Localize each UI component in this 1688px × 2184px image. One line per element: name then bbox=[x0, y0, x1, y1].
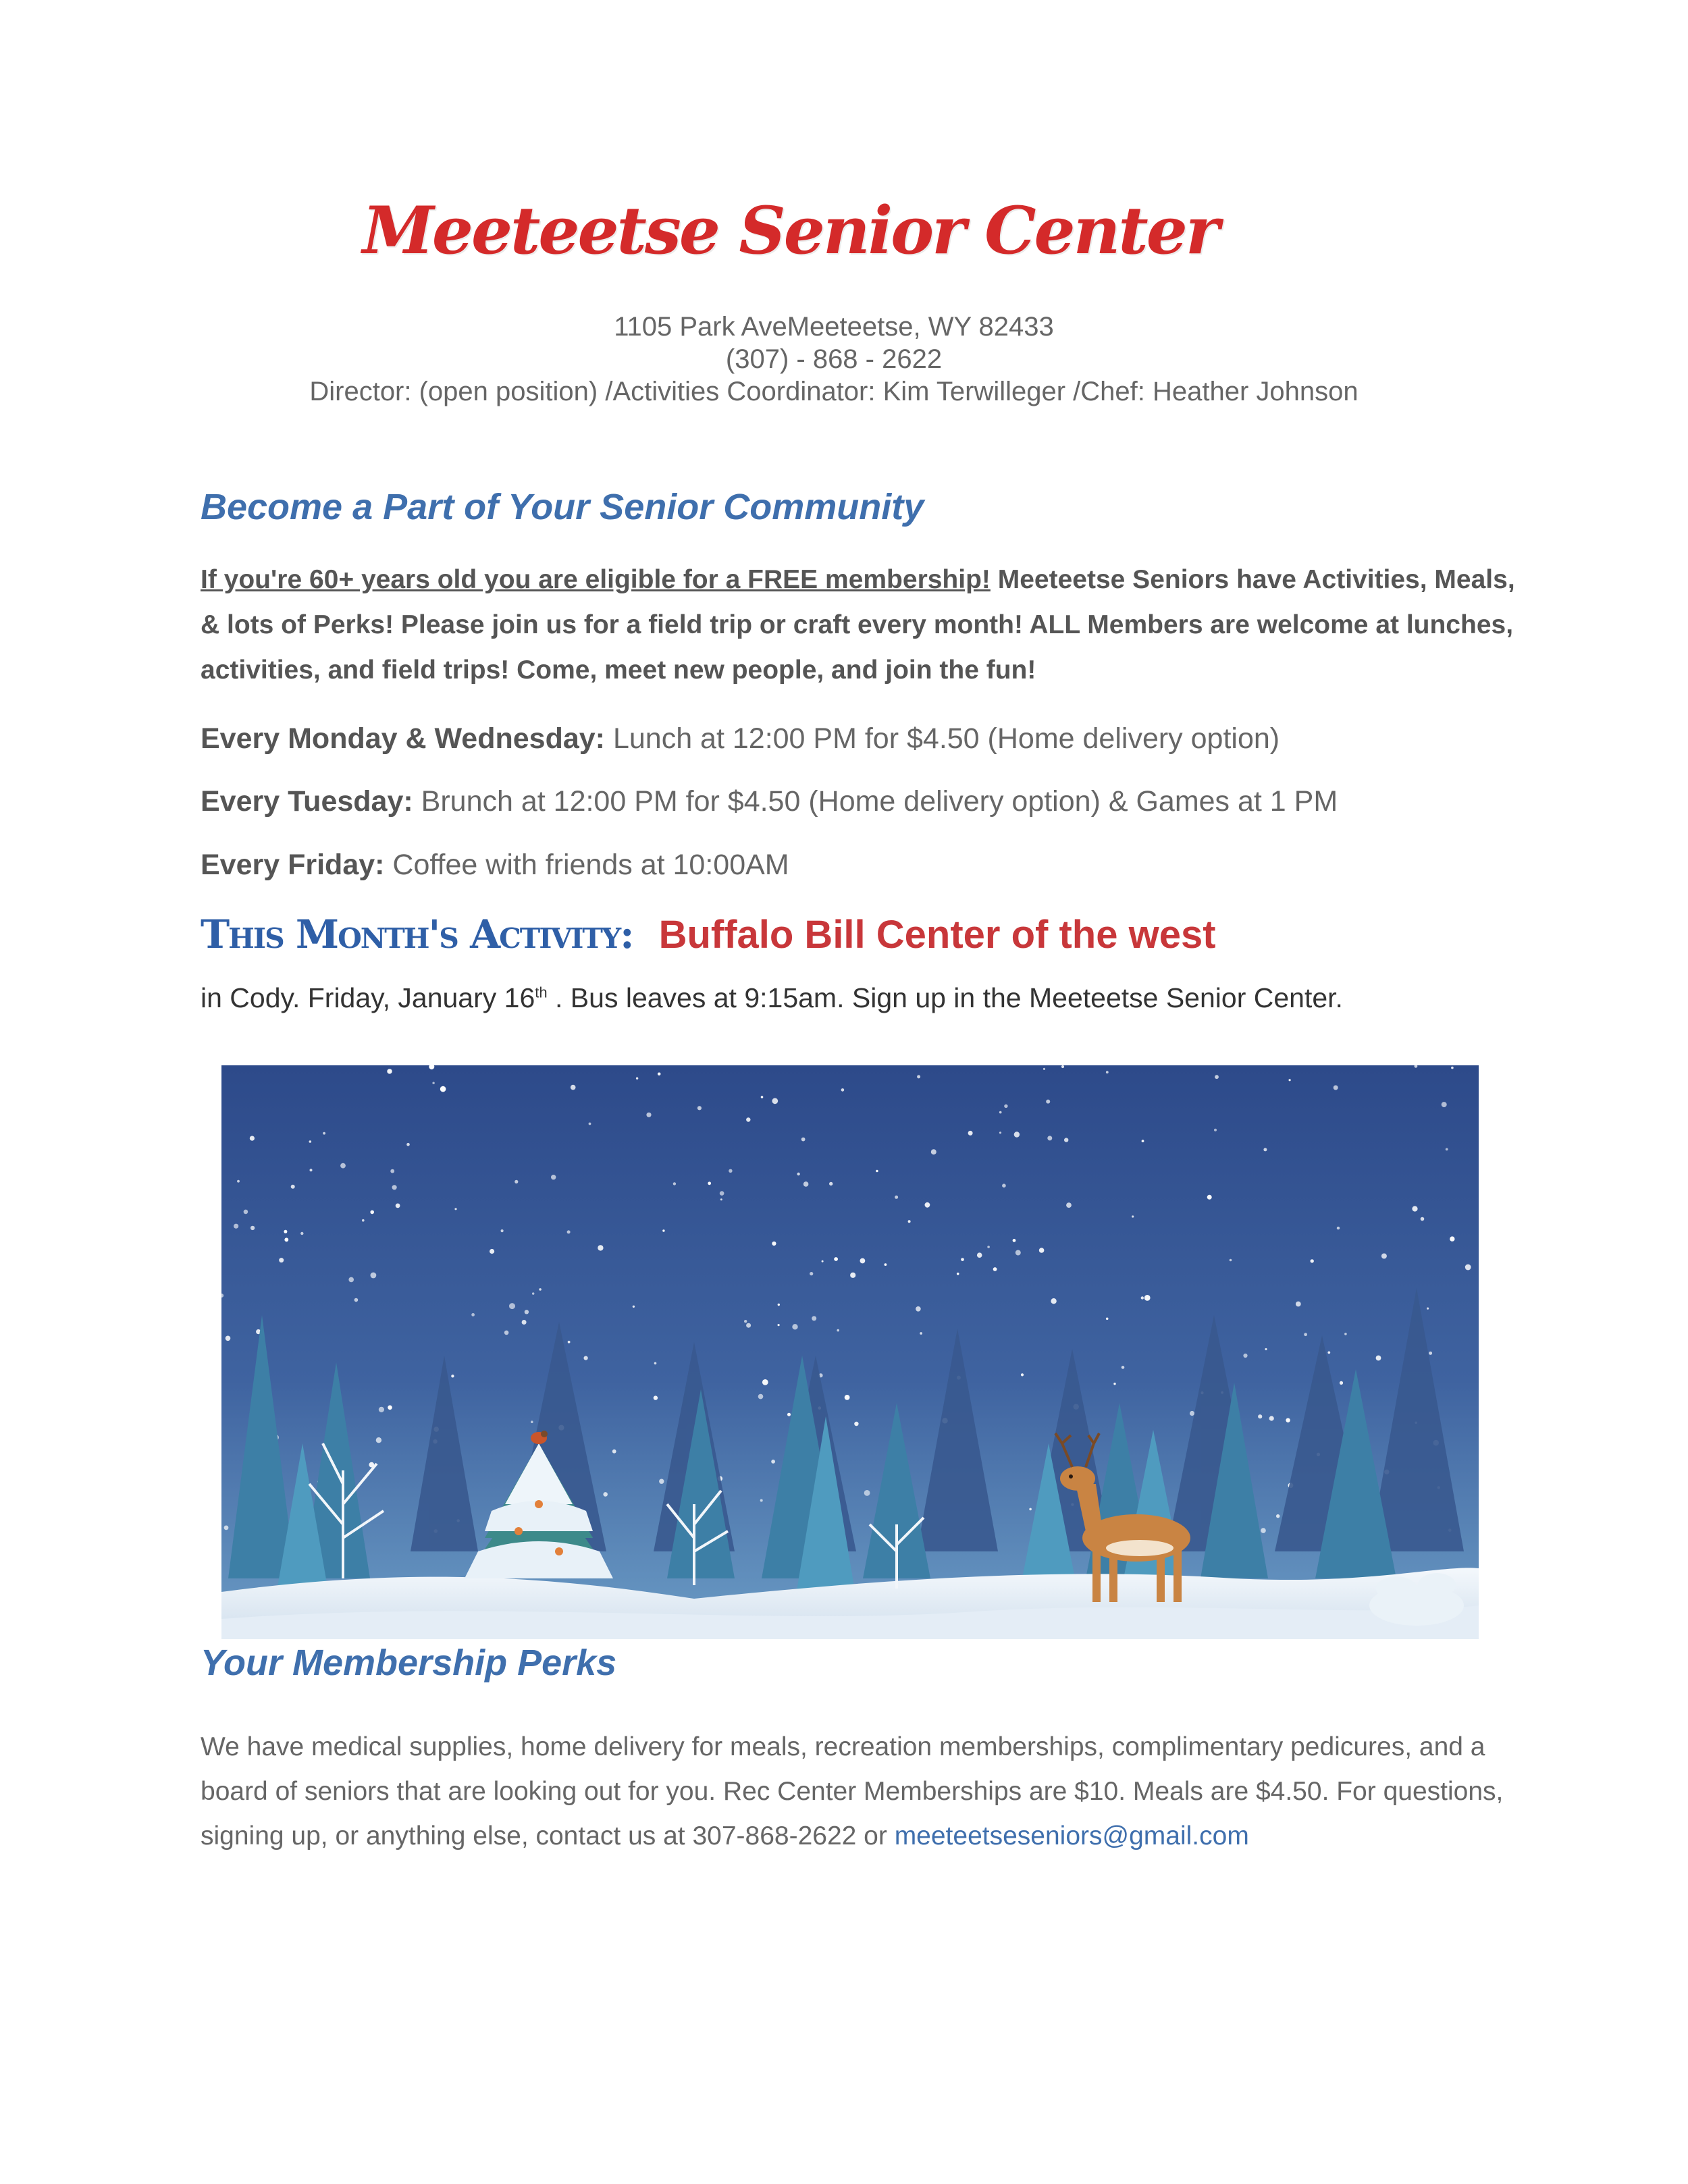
snowflake bbox=[801, 1138, 806, 1142]
snowflake bbox=[1061, 1065, 1064, 1068]
snowflake bbox=[362, 1219, 365, 1222]
snowflake bbox=[908, 1220, 911, 1223]
snowflake bbox=[1265, 1348, 1267, 1350]
snowflake bbox=[1263, 1148, 1267, 1151]
snowflake bbox=[568, 1341, 571, 1343]
snowflake bbox=[340, 1163, 346, 1169]
schedule-item bbox=[201, 849, 789, 882]
snowflake bbox=[771, 1460, 775, 1464]
snowflake bbox=[250, 1226, 255, 1230]
snowflake bbox=[662, 1229, 664, 1231]
snowflake bbox=[925, 1202, 930, 1208]
snowflake bbox=[244, 1210, 248, 1215]
snowflake bbox=[920, 1332, 922, 1335]
snowflake bbox=[1304, 1333, 1307, 1336]
snowflake bbox=[957, 1273, 959, 1275]
snowflake bbox=[571, 1085, 576, 1090]
perks-heading: Your Membership Perks bbox=[201, 1643, 617, 1683]
snowflake bbox=[792, 1324, 797, 1329]
snowflake bbox=[760, 1499, 763, 1502]
snowflake bbox=[309, 1140, 312, 1143]
snowflake bbox=[633, 1306, 635, 1308]
schedule-text: Lunch at 12:00 PM for $4.50 (Home delivery option) bbox=[605, 722, 1280, 755]
snowflake bbox=[854, 1422, 858, 1426]
snowflake bbox=[440, 1086, 446, 1092]
snowflake bbox=[1451, 1067, 1454, 1069]
snowflake bbox=[876, 1170, 878, 1173]
snowflake bbox=[525, 1310, 529, 1314]
snowflake bbox=[300, 1232, 303, 1235]
snowflake bbox=[1465, 1264, 1471, 1271]
snowflake bbox=[279, 1258, 284, 1262]
snowflake bbox=[1215, 1075, 1219, 1079]
snowflake bbox=[864, 1490, 870, 1496]
activity-row bbox=[201, 911, 1216, 957]
snowflake bbox=[1106, 1318, 1109, 1321]
snowflake bbox=[584, 1356, 588, 1360]
snowflake bbox=[895, 1196, 898, 1199]
page-title: Meeteetse Senior Center bbox=[362, 192, 1218, 269]
snowflake bbox=[845, 1395, 850, 1400]
snowflake bbox=[501, 1229, 504, 1232]
snowflake bbox=[787, 1413, 791, 1416]
snowflake bbox=[987, 1246, 990, 1248]
snowflake bbox=[729, 1169, 732, 1173]
snowflake bbox=[1144, 1295, 1151, 1301]
address: 1105 Park AveMeeteetse, WY 82433 bbox=[614, 312, 1054, 342]
snowflake bbox=[1214, 1129, 1217, 1131]
snowflake bbox=[567, 1230, 571, 1233]
snowflake bbox=[1066, 1202, 1072, 1208]
staff-line: Director: (open position) /Activities Coordinator: Kim Terwilleger /Chef: Heather Johnson bbox=[309, 377, 1359, 406]
snowflake bbox=[810, 1272, 813, 1275]
snowflake bbox=[917, 1075, 920, 1078]
snowflake bbox=[658, 1073, 661, 1076]
snowflake bbox=[1289, 1079, 1291, 1081]
snowflake bbox=[226, 1336, 231, 1341]
snowflake bbox=[1064, 1138, 1068, 1142]
snowflake bbox=[1207, 1195, 1212, 1200]
schedule-text: Coffee with friends at 10:00AM bbox=[384, 849, 789, 881]
snowflake bbox=[778, 1304, 780, 1306]
snowflake bbox=[250, 1136, 255, 1141]
snowflake bbox=[612, 1449, 616, 1454]
snowflake bbox=[1013, 1239, 1016, 1242]
snowflake bbox=[646, 1113, 651, 1117]
snowflake bbox=[654, 1362, 657, 1365]
snowflake bbox=[224, 1526, 229, 1530]
snowflake bbox=[758, 1394, 764, 1400]
snowflake bbox=[531, 1420, 533, 1423]
snowflake bbox=[1142, 1140, 1144, 1142]
schedule-day: Every Tuesday: bbox=[201, 785, 413, 818]
snowflake bbox=[1421, 1217, 1425, 1221]
snowflake bbox=[744, 1320, 747, 1323]
snowflake bbox=[1296, 1302, 1301, 1307]
snowflake bbox=[1337, 1227, 1340, 1229]
snowflake bbox=[1261, 1528, 1266, 1533]
snowflake bbox=[1376, 1356, 1381, 1361]
snowflake bbox=[1113, 1383, 1115, 1385]
snowflake bbox=[654, 1395, 658, 1400]
snowflake bbox=[1450, 1236, 1454, 1241]
snowflake bbox=[1344, 1333, 1347, 1335]
snowflake bbox=[284, 1230, 287, 1233]
snowflake bbox=[310, 1169, 313, 1171]
email-link[interactable]: meeteetseseniors@gmail.com bbox=[894, 1821, 1249, 1850]
schedule-item bbox=[201, 785, 1338, 818]
snowflake bbox=[1334, 1086, 1338, 1090]
snowflake bbox=[746, 1323, 751, 1328]
snowflake bbox=[598, 1245, 603, 1250]
snowflake bbox=[379, 1407, 384, 1412]
snowflake bbox=[1122, 1366, 1125, 1369]
snowflake bbox=[1269, 1416, 1274, 1420]
snowflake bbox=[1286, 1418, 1290, 1422]
snowflake bbox=[1046, 1100, 1050, 1104]
perks-body bbox=[201, 1725, 1537, 1859]
snowflake bbox=[708, 1181, 711, 1185]
snowflake bbox=[916, 1306, 921, 1312]
snowflake bbox=[1258, 1414, 1262, 1418]
snowflake bbox=[406, 1143, 410, 1146]
snowflake bbox=[1047, 1136, 1052, 1140]
snowflake bbox=[636, 1077, 638, 1080]
snowflake bbox=[1002, 1183, 1006, 1188]
schedule-item bbox=[201, 722, 1280, 755]
snowflake bbox=[490, 1249, 494, 1254]
membership-eligibility: If you're 60+ years old you are eligible for a FREE membership! bbox=[201, 565, 991, 594]
community-heading: Become a Part of Your Senior Community bbox=[201, 487, 924, 527]
snowflake bbox=[376, 1437, 381, 1443]
snowflake bbox=[1340, 1381, 1343, 1385]
snowflake bbox=[1021, 1373, 1024, 1376]
snowflake bbox=[772, 1242, 776, 1246]
snowflake bbox=[1190, 1411, 1194, 1416]
activity-name: Buffalo Bill Center of the west bbox=[658, 913, 1216, 957]
snowflake bbox=[515, 1180, 518, 1183]
schedule-day: Every Monday & Wednesday: bbox=[201, 722, 605, 755]
snowflake bbox=[822, 1260, 824, 1262]
snowflake bbox=[885, 1263, 887, 1266]
snowflake bbox=[1381, 1254, 1387, 1259]
snowflake bbox=[504, 1331, 509, 1335]
winter-scene-image bbox=[221, 1065, 1479, 1639]
snowflake bbox=[396, 1204, 400, 1208]
snowflake bbox=[1311, 1259, 1314, 1262]
snowflake bbox=[370, 1210, 374, 1215]
schedule-text: Brunch at 12:00 PM for $4.50 (Home delivery option) & Games at 1 PM bbox=[413, 785, 1338, 818]
snowflake bbox=[1014, 1131, 1020, 1137]
snowflake bbox=[999, 1131, 1001, 1134]
snowflake bbox=[1004, 1104, 1007, 1108]
snowflake bbox=[762, 1379, 768, 1385]
snowflake bbox=[761, 1096, 764, 1098]
snowflake bbox=[390, 1169, 394, 1173]
activity-date: in Cody. Friday, January 16 bbox=[201, 982, 535, 1013]
snowflake bbox=[772, 1098, 778, 1104]
snowflake bbox=[977, 1252, 982, 1258]
snowflake bbox=[1276, 1514, 1280, 1518]
snowflake bbox=[778, 1324, 780, 1326]
snowflake bbox=[1029, 1508, 1032, 1511]
snowflake bbox=[432, 1082, 434, 1084]
snowflake bbox=[797, 1173, 799, 1175]
community-body: Meeteetse Seniors have Activities, Meals, & lots of Perks! Please join us for a field trip or craft every month! ALL Members are welcome at lunches, activities, and field trips! Come, meet new people, and join the fun! bbox=[201, 565, 1515, 685]
snowflake bbox=[961, 1258, 964, 1261]
snowflake bbox=[1230, 1259, 1232, 1262]
snowflake bbox=[451, 1375, 454, 1377]
snowflake bbox=[388, 1406, 392, 1410]
snowflake bbox=[1039, 1248, 1045, 1253]
snowflake bbox=[234, 1224, 238, 1229]
snowflake bbox=[1243, 1354, 1247, 1358]
community-intro bbox=[201, 557, 1524, 693]
snowflake bbox=[603, 1492, 608, 1497]
snowflake bbox=[697, 1106, 702, 1110]
snowflake bbox=[539, 1288, 542, 1291]
snowflake bbox=[348, 1277, 354, 1283]
snowflake bbox=[237, 1180, 240, 1183]
snowflake bbox=[551, 1175, 556, 1179]
snowflake bbox=[471, 1313, 475, 1316]
snowflake bbox=[720, 1198, 722, 1200]
snowflake bbox=[1446, 1148, 1448, 1151]
schedule-day: Every Friday: bbox=[201, 849, 385, 881]
snowflake bbox=[968, 1131, 973, 1136]
snowflake bbox=[720, 1191, 724, 1196]
snowflake bbox=[387, 1069, 392, 1073]
snowflake bbox=[999, 1111, 1002, 1114]
snowflake bbox=[746, 1117, 750, 1121]
activity-info: . Bus leaves at 9:15am. Sign up in the Meeteetse Senior Center. bbox=[547, 982, 1343, 1013]
phone: (307) - 868 - 2622 bbox=[725, 344, 943, 374]
perks-text: We have medical supplies, home delivery for meals, recreation memberships, complimentary pedicures, and a board of seniors that are looking out for you. Rec Center Memberships are $10. Meals are $4.50. For questions, signing up, or anything else, contact us at 307-868-2622 or bbox=[201, 1732, 1504, 1850]
snowflake bbox=[1442, 1102, 1447, 1107]
snowflake bbox=[659, 1479, 664, 1484]
snowflake bbox=[1132, 1215, 1134, 1217]
snowflake bbox=[392, 1185, 397, 1190]
snowflake bbox=[1016, 1250, 1021, 1256]
snowflake bbox=[1327, 1352, 1330, 1354]
snowflake bbox=[1043, 1068, 1045, 1070]
snowflake bbox=[454, 1208, 456, 1210]
snowflake bbox=[1427, 1308, 1429, 1310]
snowflake bbox=[829, 1182, 833, 1186]
snowflake bbox=[1412, 1206, 1417, 1211]
snowflake bbox=[1141, 1296, 1144, 1299]
snowflake bbox=[850, 1273, 855, 1278]
activity-label: This Month's Activity: bbox=[201, 911, 633, 957]
date-suffix: th bbox=[535, 984, 548, 1001]
snowflake bbox=[834, 1257, 838, 1261]
snowflake bbox=[371, 1273, 377, 1279]
snowflake bbox=[673, 1182, 676, 1185]
snowflake bbox=[509, 1303, 515, 1309]
snowflake bbox=[931, 1149, 937, 1154]
snowflake bbox=[1106, 1071, 1109, 1073]
snowflake bbox=[323, 1132, 325, 1135]
snowflake bbox=[837, 1329, 839, 1332]
snowflake bbox=[354, 1298, 359, 1302]
snowflake bbox=[284, 1237, 288, 1242]
snowflake bbox=[841, 1088, 845, 1092]
snowflake bbox=[532, 1292, 534, 1294]
snowflake bbox=[291, 1185, 295, 1189]
snowflake bbox=[993, 1267, 997, 1271]
snowflake bbox=[589, 1123, 591, 1125]
snowflake bbox=[803, 1181, 809, 1187]
snowflake bbox=[812, 1316, 816, 1321]
snowflake bbox=[1429, 1352, 1432, 1355]
snowflake bbox=[522, 1320, 527, 1325]
activity-details bbox=[201, 982, 1343, 1014]
snowflake bbox=[860, 1258, 866, 1264]
snowflake bbox=[1051, 1298, 1056, 1304]
